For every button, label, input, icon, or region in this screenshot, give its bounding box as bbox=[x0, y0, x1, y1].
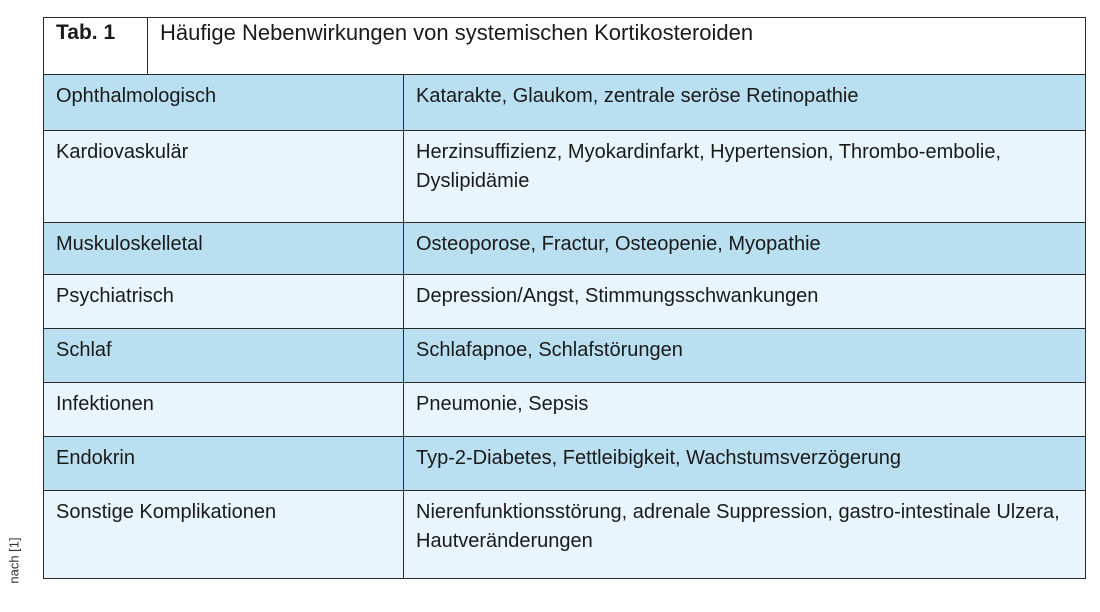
table-row bbox=[44, 491, 1086, 579]
table-title: Häufige Nebenwirkungen von systemischen Kortikosteroiden bbox=[148, 18, 1086, 75]
row-category: Psychiatrisch bbox=[44, 275, 404, 329]
table-title-row bbox=[44, 18, 1086, 75]
row-category: Muskuloskelletal bbox=[44, 223, 404, 275]
table-row bbox=[44, 329, 1086, 383]
row-effects: Katarakte, Glaukom, zentrale seröse Retinopathie bbox=[404, 75, 1086, 131]
row-effects: Typ-2-Diabetes, Fettleibigkeit, Wachstumsverzögerung bbox=[404, 437, 1086, 491]
row-effects: Nierenfunktionsstörung, adrenale Suppression, gastro-intestinale Ulzera, Hautveränderungen bbox=[404, 491, 1086, 579]
row-effects: Pneumonie, Sepsis bbox=[404, 383, 1086, 437]
table-number: Tab. 1 bbox=[44, 18, 148, 75]
source-note bbox=[4, 525, 24, 595]
row-effects: Schlafapnoe, Schlafstörungen bbox=[404, 329, 1086, 383]
table-row bbox=[44, 131, 1086, 223]
side-effects-table-container bbox=[43, 17, 1086, 579]
row-category: Infektionen bbox=[44, 383, 404, 437]
source-note-text: nach [1] bbox=[6, 536, 22, 584]
table-row bbox=[44, 383, 1086, 437]
row-category: Sonstige Komplikationen bbox=[44, 491, 404, 579]
table-row bbox=[44, 437, 1086, 491]
row-effects: Herzinsuffizienz, Myokardinfarkt, Hypertension, Thrombo-embolie, Dyslipidämie bbox=[404, 131, 1086, 223]
row-category: Ophthalmologisch bbox=[44, 75, 404, 131]
row-category: Endokrin bbox=[44, 437, 404, 491]
row-category: Kardiovaskulär bbox=[44, 131, 404, 223]
table-row bbox=[44, 223, 1086, 275]
row-category: Schlaf bbox=[44, 329, 404, 383]
row-effects: Depression/Angst, Stimmungsschwankungen bbox=[404, 275, 1086, 329]
table-row bbox=[44, 75, 1086, 131]
row-effects: Osteoporose, Fractur, Osteopenie, Myopathie bbox=[404, 223, 1086, 275]
side-effects-table bbox=[43, 17, 1086, 579]
table-row bbox=[44, 275, 1086, 329]
